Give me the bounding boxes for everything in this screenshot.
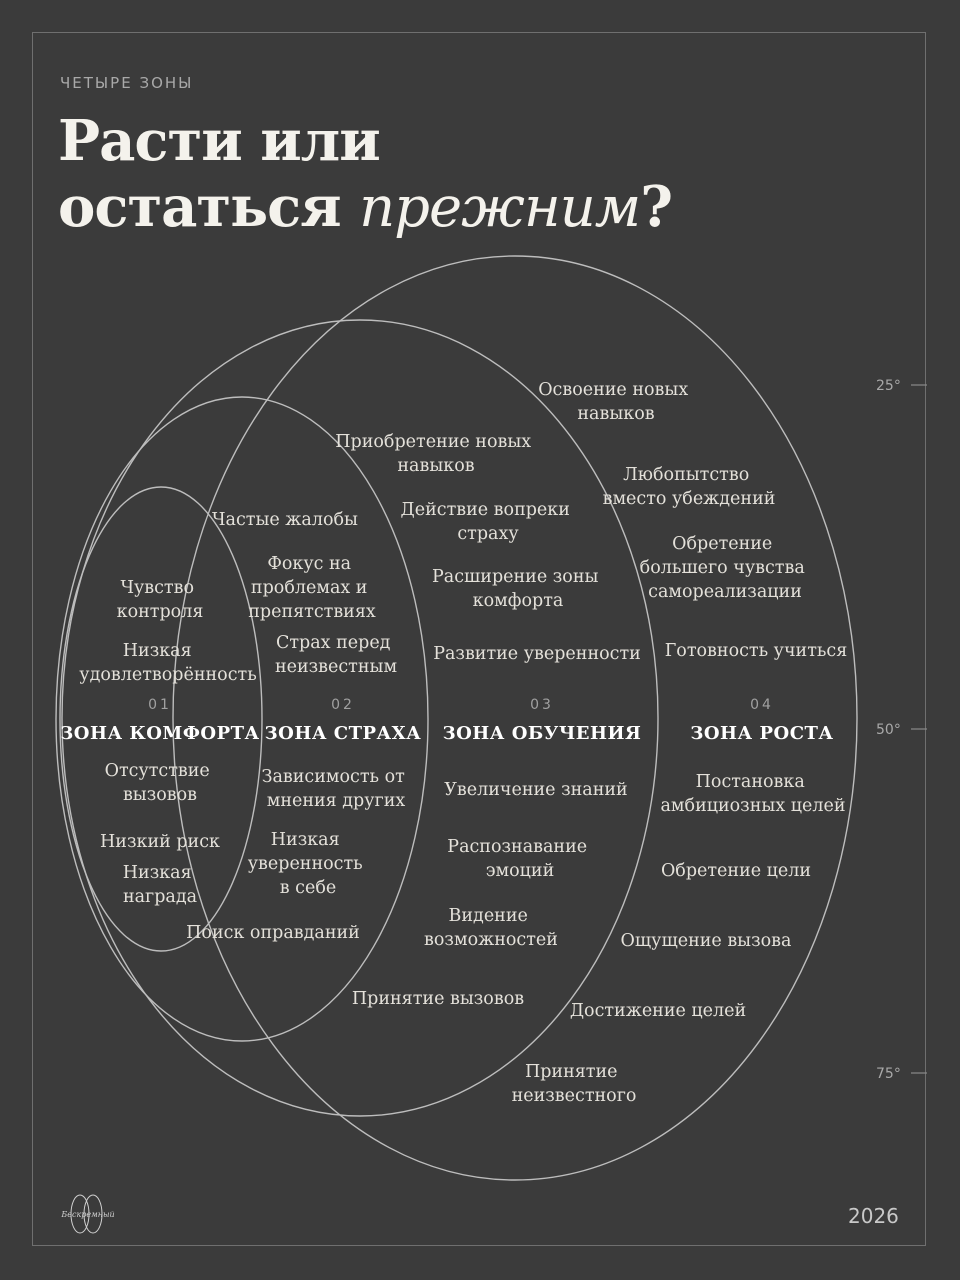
- zone-item: Постановка амбициозных целей: [660, 772, 846, 816]
- zone-ring-growth: [173, 256, 857, 1180]
- zone-item: Низкая удовлетворённость: [79, 641, 257, 685]
- zone-title: ЗОНА СТРАХА: [264, 723, 422, 744]
- title-italic: прежним: [359, 175, 641, 240]
- scale-label-50: 50°: [876, 722, 901, 738]
- zone-item: Распознавание эмоций: [447, 837, 588, 881]
- title-plain: остаться: [58, 174, 360, 240]
- zone-number: 04: [750, 697, 774, 713]
- zone-item: Расширение зоны комфорта: [432, 567, 599, 611]
- zone-number: 01: [148, 697, 172, 713]
- year-label: 2026: [848, 1204, 899, 1228]
- zone-item: Отсутствие вызовов: [104, 761, 210, 805]
- zone-title: ЗОНА КОМФОРТА: [60, 723, 260, 744]
- zone-title: ЗОНА РОСТА: [690, 723, 834, 744]
- zone-item: Обретение большего чувства самореализации: [639, 534, 805, 602]
- brand-logo: [56, 1190, 120, 1238]
- zone-item: Низкая уверенность в себе: [247, 830, 363, 898]
- zone-item: Частые жалобы: [212, 510, 358, 530]
- logo-text: Бескремный: [61, 1210, 115, 1219]
- zone-item: Низкая награда: [122, 863, 198, 907]
- eyebrow-label: ЧЕТЫРЕ ЗОНЫ: [60, 74, 194, 92]
- zone-item: Видение возможностей: [424, 906, 558, 950]
- scale-label-25: 25°: [876, 378, 901, 394]
- zone-ring-fear: [56, 397, 428, 1041]
- zone-item: Чувство контроля: [116, 578, 204, 622]
- zone-number: 03: [530, 697, 554, 713]
- zone-item: Развитие уверенности: [433, 644, 641, 664]
- zone-comfort: [60, 578, 259, 907]
- title-end: ?: [640, 174, 673, 240]
- zone-item: Приобретение новых навыков: [335, 432, 532, 476]
- zone-item: Достижение целей: [569, 1001, 747, 1021]
- zone-item: Действие вопреки страху: [400, 500, 570, 544]
- zone-item: Любопытство вместо убеждений: [602, 465, 776, 509]
- scale-label-75: 75°: [876, 1066, 901, 1082]
- title-line-1: Расти или: [58, 108, 380, 174]
- zone-title: ЗОНА ОБУЧЕНИЯ: [442, 723, 642, 744]
- zone-item: Обретение цели: [660, 861, 812, 881]
- zone-item: Увеличение знаний: [444, 780, 628, 800]
- zone-item: Освоение новых навыков: [538, 380, 689, 424]
- zone-learning: [335, 432, 641, 1009]
- zone-number: 02: [331, 697, 355, 713]
- zone-item: Принятие вызовов: [351, 989, 525, 1009]
- zone-item: Зависимость от мнения других: [261, 767, 406, 811]
- zone-item: Страх перед неизвестным: [274, 633, 398, 677]
- zone-item: Готовность учиться: [664, 641, 848, 661]
- zone-item: Низкий риск: [100, 832, 220, 852]
- zone-item: Принятие неизвестного: [511, 1062, 637, 1106]
- zone-item: Фокус на проблемах и препятствиях: [248, 554, 376, 622]
- zone-item: Поиск оправданий: [186, 923, 360, 943]
- zone-item: Ощущение вызова: [620, 931, 792, 951]
